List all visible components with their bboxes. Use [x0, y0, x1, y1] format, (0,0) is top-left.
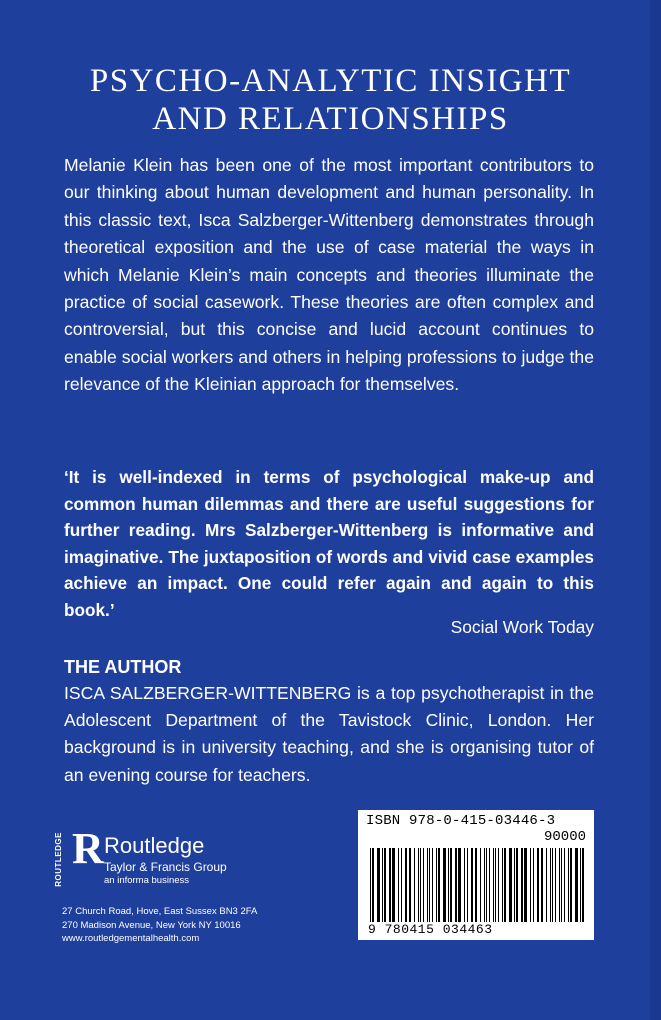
barcode-bar	[582, 848, 584, 922]
barcode-bar	[409, 848, 411, 922]
barcode-bar	[561, 848, 562, 922]
barcode-bar	[420, 848, 421, 922]
barcode-bar	[514, 848, 515, 922]
price-code: 90000	[543, 829, 586, 845]
barcode-bar	[464, 848, 465, 922]
title-line-2: AND RELATIONSHIPS	[152, 101, 509, 137]
barcode-bar	[537, 848, 539, 922]
title-line-1: PSYCHO-ANALYTIC INSIGHT	[89, 63, 572, 99]
publisher-address	[62, 905, 342, 946]
barcode-bar	[475, 848, 477, 922]
barcode-bar	[516, 848, 518, 922]
barcode-bar	[552, 848, 553, 922]
author-bio: ISCA SALZBERGER-WITTENBERG is a top psychotherapist in the Adolescent Department of the Tavistock Clinic, London. Her background is in university teaching, and she is organising tutor of an evening course for teachers.	[64, 683, 594, 785]
barcode-bar	[432, 848, 433, 922]
address-line-2: 270 Madison Avenue, New York NY 10016	[62, 919, 241, 931]
barcode-bar	[414, 848, 415, 922]
barcode-bar	[467, 848, 468, 922]
barcode-bar	[443, 848, 446, 922]
barcode-bar	[524, 848, 527, 922]
barcode-bar	[486, 848, 487, 922]
book-title	[0, 62, 661, 138]
barcode-bar	[436, 848, 437, 922]
barcode-bar	[370, 848, 371, 922]
author-heading: THE AUTHOR	[64, 657, 182, 677]
barcode-bar	[418, 848, 419, 922]
barcode-bar	[427, 848, 428, 922]
barcode-bar	[530, 848, 531, 922]
barcode-bar	[504, 848, 506, 922]
barcode-bar	[575, 848, 578, 922]
barcode-bar	[564, 848, 565, 922]
review-source: Social Work Today	[450, 617, 594, 637]
barcode-bar	[489, 848, 490, 922]
review-quote: ‘It is well-indexed in terms of psychological make-up and common human dilemmas and there are useful suggestions for further reading. Mrs Salzberger-Wittenberg is informative and imaginative. The juxtaposition of words and vivid case examples achieve an impact. One could refer again and again to this book.’	[64, 467, 594, 620]
barcode-bar	[568, 848, 569, 922]
publisher-website: www.routledgementalhealth.com	[62, 933, 200, 944]
barcode-bar	[372, 848, 374, 922]
barcode-bar	[389, 848, 391, 922]
barcode-bar	[455, 848, 457, 922]
barcode-bar	[493, 848, 494, 922]
barcode-bar	[550, 848, 551, 922]
barcode-bar	[384, 848, 386, 922]
barcode-bar	[401, 848, 402, 922]
barcode-bar	[450, 848, 452, 922]
barcode-bar	[405, 848, 407, 922]
publisher-name: Routledge	[104, 833, 205, 858]
barcode-bar	[471, 848, 473, 922]
book-blurb: Melanie Klein has been one of the most important contributors to our thinking about human development and human personality. In this classic text, Isca Salzberger-Wittenberg demonstrates through theoretical exposition and the use of case material the ways in which Melanie Klein’s main concepts and theories illuminate the practice of social casework. These theories are often complex and controversial, but this concise and lucid account continues to enable social workers and others in helping professions to judge the relevance of the Kleinian approach for themselves.	[64, 155, 594, 395]
barcode-bar	[438, 848, 440, 922]
barcode-bar	[570, 848, 572, 922]
barcode-bar	[429, 848, 430, 922]
isbn-barcode	[358, 810, 594, 940]
barcode-bar	[580, 848, 581, 922]
barcode-bar	[398, 848, 399, 922]
barcode-bar	[502, 848, 503, 922]
barcode-bar	[555, 848, 556, 922]
barcode-bar	[546, 848, 547, 922]
barcode-bar	[480, 848, 481, 922]
barcode-bar	[533, 848, 534, 922]
barcode-bar	[498, 848, 499, 922]
spine-edge	[650, 0, 661, 1020]
publisher-group: Taylor & Francis Group	[104, 860, 227, 874]
barcode-bar	[382, 848, 383, 922]
publisher-side-label: ROUTLEDGE	[54, 832, 63, 887]
routledge-r-icon: R	[72, 824, 104, 873]
barcode-bar	[458, 848, 461, 922]
barcode-bar	[484, 848, 485, 922]
barcode-bar	[521, 848, 523, 922]
barcode-bar	[559, 848, 560, 922]
barcode-bar	[377, 848, 380, 922]
barcode-bar	[495, 848, 496, 922]
barcode-digits: 9 780415 034463	[368, 922, 493, 937]
isbn-text: ISBN 978-0-415-03446-3	[366, 813, 556, 829]
barcode-bar	[392, 848, 395, 922]
barcode-bar	[448, 848, 449, 922]
barcode-bar	[509, 848, 512, 922]
publisher-tagline: an informa business	[104, 875, 190, 886]
barcode-bar	[423, 848, 424, 922]
barcode-bar	[541, 848, 543, 922]
address-line-1: 27 Church Road, Hove, East Sussex BN3 2FA	[62, 906, 258, 917]
publisher-logo	[54, 824, 262, 892]
